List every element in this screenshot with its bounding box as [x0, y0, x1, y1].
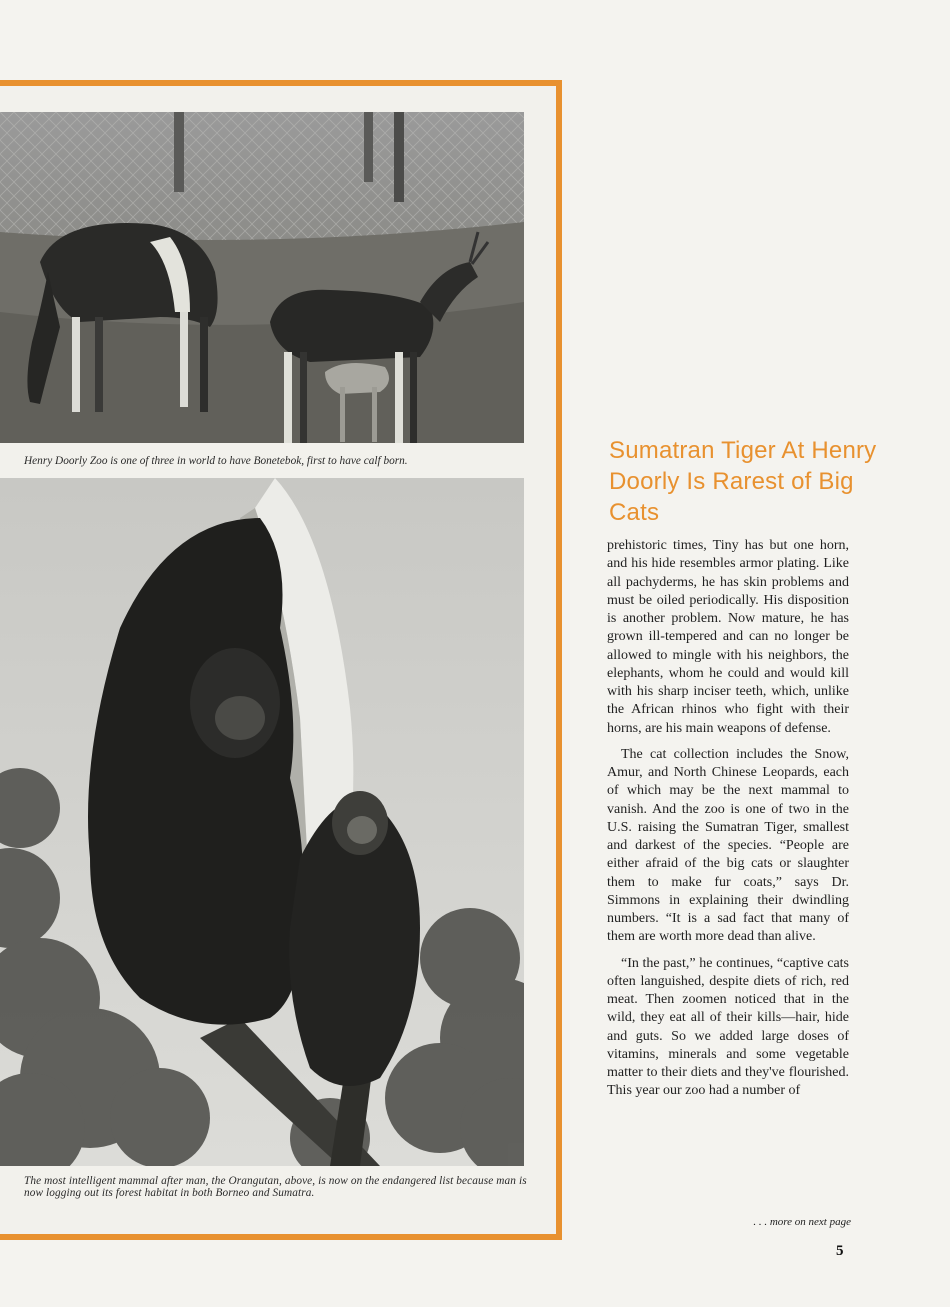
continued-notice: . . . more on next page	[753, 1216, 851, 1228]
bontebok-photo	[0, 112, 524, 443]
article-paragraph: The cat collection includes the Snow, Amur, and North Chinese Leopards, each of which may be the next mammal to vanish. And the zoo is one of two in the U.S. raising the Sumatran Tiger, smallest and darkest of the species. “People are either afraid of the big cats or slaughter them to make fur coats,” says Dr. Simmons in explaining their dwindling numbers. “It is a sad fact that many of them are worth more dead than alive.	[607, 746, 849, 945]
orangutan-photo	[0, 478, 524, 1166]
article-body	[607, 537, 849, 1109]
page-number: 5	[836, 1243, 844, 1259]
orangutan-caption: The most intelligent mammal after man, the Orangutan, above, is now on the endangered list because man is now logging out its forest habitat in both Borneo and Sumatra.	[24, 1175, 527, 1199]
article-headline: Sumatran Tiger At Henry Doorly Is Rarest of Big Cats	[609, 437, 877, 526]
article-paragraph: “In the past,” he continues, “captive cats often languished, despite diets of rich, red meat. Then zoomen noticed that in the wild, they eat all of their kills—hair, hide and guts. So we added large doses of vitamins, minerals and some vegetable matter to their diets and they've flourished. This year our zoo had a number of	[607, 955, 849, 1099]
article-paragraph: prehistoric times, Tiny has but one horn, and his hide resembles armor plating. Like all pachyderms, he has skin problems and must be oiled periodically. His disposition is another problem. Now mature, he has grown ill-tempered and can no longer be allowed to mingle with his neighbors, the elephants, whom he could and would kill with his sharp inciser teeth, which, unlike the African rhinos who fight with their horns, are his main weapons of defense.	[607, 538, 849, 736]
bontebok-caption: Henry Doorly Zoo is one of three in world to have Bonetebok, first to have calf born.	[24, 455, 408, 467]
